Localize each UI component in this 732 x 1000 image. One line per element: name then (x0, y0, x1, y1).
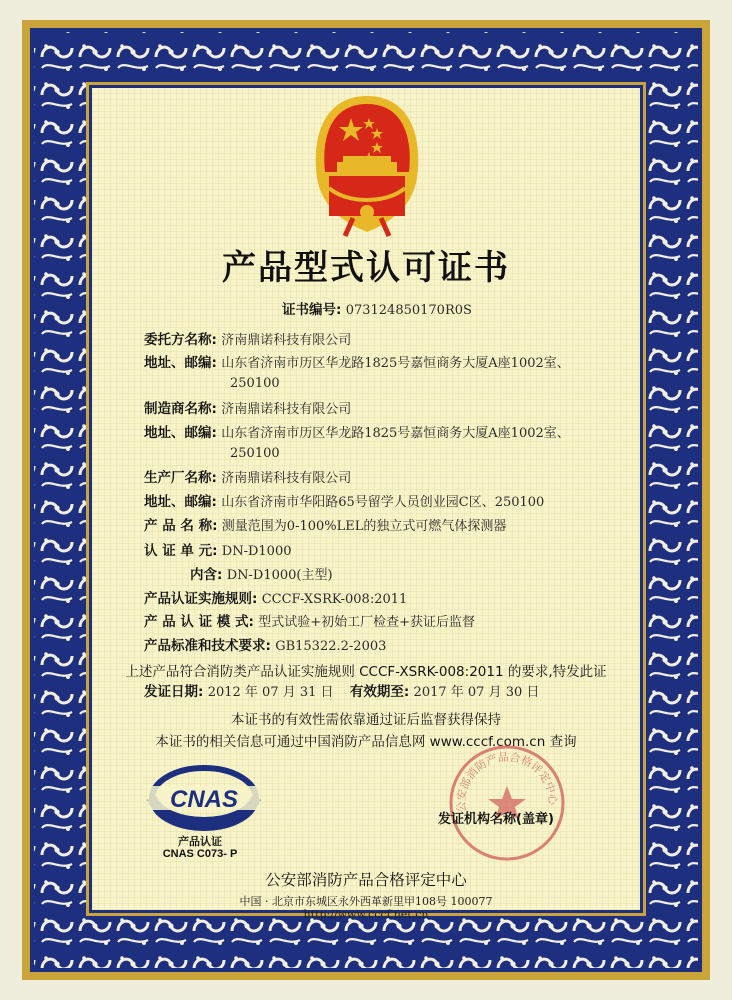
valid-until-label: 有效期至: (349, 684, 410, 700)
field-value: DN-D1000(主型) (226, 568, 333, 583)
field-value: DN-D1000 (221, 544, 292, 559)
issuer-url: http://www.cccf.net.cn (303, 908, 429, 921)
seal-text: 公安部消防产品合格评定中心 (454, 750, 560, 814)
factory-address-row (144, 494, 544, 511)
cnas-caption: 产品认证 (178, 836, 222, 848)
factory-name-row (144, 470, 351, 487)
official-seal-icon (446, 742, 568, 864)
field-label: 产 品 认 证 模 式: (144, 614, 254, 630)
cnas-code: CNAS C073- P (162, 848, 238, 860)
certificate-number-label: 证书编号: (282, 302, 342, 318)
field-label: 地址、邮编: (144, 425, 217, 441)
manufacturer-name-row (144, 401, 351, 418)
client-postcode: 250100 (230, 376, 280, 391)
standard-row (144, 638, 386, 655)
implementation-rules-row (144, 591, 407, 608)
field-label: 委托方名称: (144, 332, 217, 348)
valid-until-date: 2017 年 07 月 30 日 (413, 685, 540, 700)
includes-row (190, 567, 333, 584)
field-value: GB15322.2-2003 (275, 639, 387, 654)
info-note: 本证书的相关信息可通过中国消防产品信息网 www.cccf.com.cn 查询 (155, 734, 577, 750)
certificate-number-row (282, 302, 472, 319)
field-value: 型式试验+初始工厂检查+获证后监督 (258, 615, 475, 630)
field-value: 测量范围为0-100%LEL的独立式可燃气体探测器 (221, 519, 507, 534)
seal-caption: 发证机构名称(盖章) (438, 812, 554, 827)
field-value: 山东省济南市华阳路65号留学人员创业园C区、250100 (221, 495, 545, 510)
client-address-row (144, 355, 570, 372)
issue-date-label: 发证日期: (144, 684, 204, 700)
certificate-title: 产品型式认可证书 (222, 248, 510, 288)
field-value: 济南鼎诺科技有限公司 (221, 402, 352, 417)
certification-mode-row (144, 614, 475, 631)
field-label: 制造商名称: (144, 401, 217, 417)
field-value: 济南鼎诺科技有限公司 (221, 471, 352, 486)
field-label: 产品认证实施规则: (144, 591, 258, 607)
issuer-address: 中国 · 北京市东城区永外西革新里甲108号 100077 (239, 895, 493, 908)
issuing-body: 公安部消防产品合格评定中心 (265, 871, 467, 889)
field-value: 济南鼎诺科技有限公司 (221, 333, 352, 348)
field-label: 内含: (190, 567, 223, 583)
field-value: CCCF-XSRK-008:2011 (261, 592, 408, 607)
validity-note: 本证书的有效性需依靠通过证后监督获得保持 (231, 712, 501, 728)
manufacturer-postcode: 250100 (230, 446, 280, 461)
dates-row (144, 684, 539, 701)
manufacturer-address-row (144, 425, 570, 442)
product-name-row (144, 518, 506, 535)
field-label: 生产厂名称: (144, 470, 217, 486)
field-label: 地址、邮编: (144, 494, 217, 510)
certificate-number: 073124850170R0S (345, 303, 472, 318)
client-name-row (144, 332, 351, 349)
field-value: 山东省济南市历区华龙路1825号嘉恒商务大厦A座1002室、 (221, 426, 570, 441)
field-value: 山东省济南市历区华龙路1825号嘉恒商务大厦A座1002室、 (221, 356, 570, 371)
conformity-statement: 上述产品符合消防类产品认证实施规则 CCCF-XSRK-008:2011 的要求,特发此证 (125, 664, 607, 680)
field-label: 产品标准和技术要求: (144, 638, 271, 654)
field-label: 产 品 名 称: (144, 518, 218, 534)
cnas-logo-text: CNAS (169, 786, 239, 813)
certification-unit-row (144, 543, 292, 560)
field-label: 认 证 单 元: (144, 543, 218, 559)
national-emblem-icon (307, 92, 427, 240)
field-label: 地址、邮编: (144, 355, 217, 371)
issue-date: 2012 年 07 月 31 日 (207, 685, 334, 700)
